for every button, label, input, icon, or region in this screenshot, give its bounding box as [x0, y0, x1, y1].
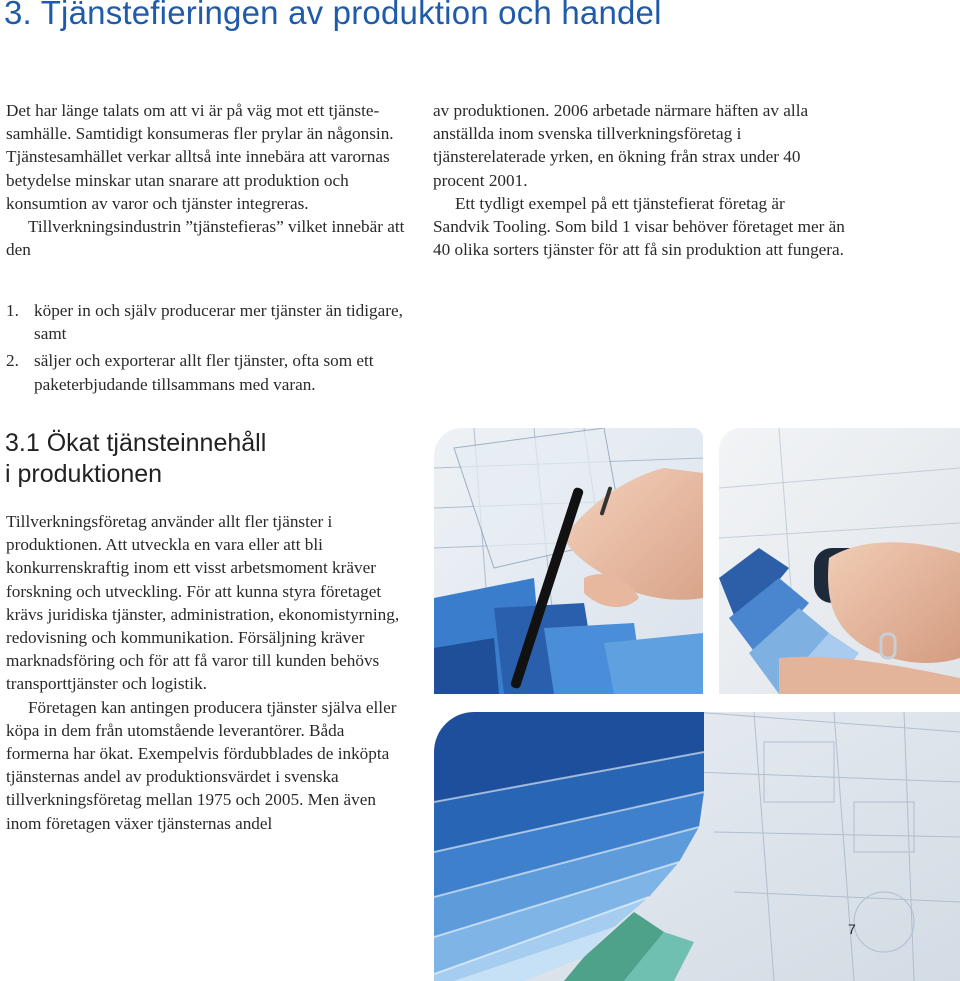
intro-right-column [433, 99, 845, 261]
section-paragraph-2: Företagen kan antingen producera tjänster själva eller köpa in dem från utomstående leverantörer. Båda formerna har ökat. Exempelvis fördubblades de inköpta tjänsternas andel av produktionsvärdet i svenska tillverkningsföretag mellan 1975 och 2005. Men även inom företagen växer tjänsternas andel [6, 697, 397, 833]
photo-hand-with-color-fan-image [719, 428, 960, 694]
photo-hand-with-pen [434, 428, 703, 694]
photo-blue-swatch-fan [434, 712, 960, 981]
intro-left-column [6, 99, 406, 261]
intro-paragraph-2: Tillverkningsindustrin ”tjänstefieras” vilket innebär att den [6, 217, 405, 260]
intro-paragraph-1: Det har länge talats om att vi är på väg mot ett tjänstesamhälle. Samtidigt konsumeras fler prylar än någonsin. Tjänstesamhället verkar alltså inte innebära att varornas betydelse minskar utan snarare att produktion och konsumtion av varor och tjänster integreras. [6, 101, 394, 213]
right-paragraph-2: Ett tydligt exempel på ett tjänstefierat företag är Sandvik Tooling. Som bild 1 visar behöver företaget mer än 40 olika sorters tjänster för att få sin produktion att fungera. [433, 193, 845, 260]
numbered-list [6, 299, 406, 396]
section-heading-line-1: 3.1 Ökat tjänsteinnehåll [5, 429, 267, 457]
list-text: köper in och själv producerar mer tjänster än tidigare, samt [34, 301, 403, 344]
list-number: 1. [6, 301, 19, 320]
chapter-title: 3. Tjänstefieringen av produktion och handel [4, 0, 662, 31]
list-number: 2. [6, 351, 19, 371]
section-body [6, 510, 411, 835]
section-heading [5, 428, 266, 490]
photo-hand-with-color-fan [719, 428, 960, 694]
right-paragraph-1: av produktionen. 2006 arbetade närmare häften av alla anställda inom svenska tillverkningsföretag i tjänsterelaterade yrken, en ökning från strax under 40 procent 2001. [433, 101, 809, 190]
photo-hand-with-pen-image [434, 428, 703, 694]
page-number: 7 [848, 921, 856, 937]
list-item [6, 349, 406, 395]
section-paragraph-1: Tillverkningsföretag använder allt fler tjänster i produktionen. Att utveckla en vara eller att bli konkurrenskraftig inom ett visst arbetsmoment kräver forskning och utveckling. För att kunna styra företaget krävs juridiska tjänster, administration, ekonomistyrning, redovisning och kommunikation. Försäljning kräver marknadsföring och för att få varor till kunden behövs transporttjänster och logistik. [6, 512, 400, 694]
section-heading-line-2: i produktionen [5, 460, 163, 488]
list-text: säljer och exporterar allt fler tjänster, ofta som ett paketerbjudande tillsammans med varan. [34, 351, 374, 394]
list-item [6, 299, 406, 345]
photo-blue-swatch-fan-image [434, 712, 960, 981]
